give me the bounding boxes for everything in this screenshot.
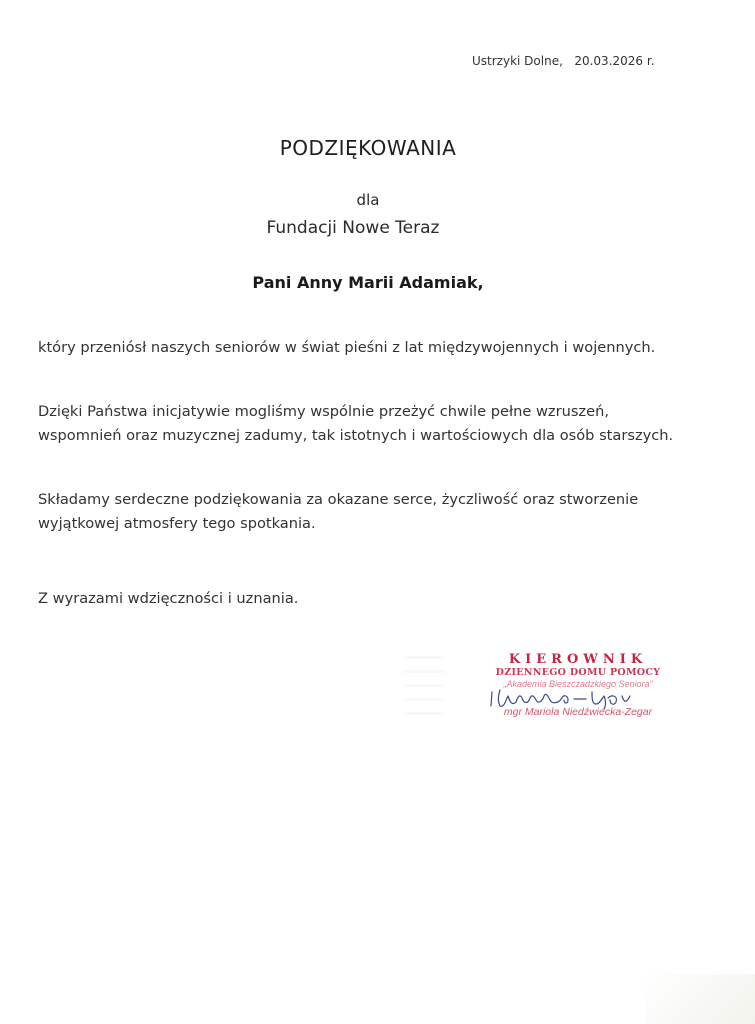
stamp-title: KIEROWNIK [508, 652, 648, 667]
for-label: dla [356, 191, 380, 209]
faint-bleed-through-mark [404, 656, 444, 726]
stamp-signatory-name: mgr Mariola Niedźwiecka-Zegar [503, 706, 653, 718]
signature-icon [478, 688, 678, 708]
recipient-organization: Fundacji Nowe Teraz [266, 218, 440, 238]
stamp-unit: DZIENNEGO DOMU POMOCY [495, 667, 661, 678]
scan-corner-shadow [645, 974, 755, 1024]
place-and-date: Ustrzyki Dolne, 20.03.2026 r. [472, 54, 655, 68]
stamp-organization: „Akademia Bieszczadzkiego Seniora” [503, 679, 653, 689]
document-title: PODZIĘKOWANIA [279, 136, 457, 160]
paragraph-1: który przeniósł naszych seniorów w świat pieśni z lat międzywojennych i wojennych. [38, 339, 656, 356]
closing-line: Z wyrazami wdzięczności i uznania. [38, 590, 299, 607]
paragraph-3: Składamy serdeczne podziękowania za okazane serce, życzliwość oraz stworzenie wyjątkowej atmosfery tego spotkania. [38, 491, 639, 532]
paragraph-2: Dzięki Państwa inicjatywie mogliśmy wspólnie przeżyć chwile pełne wzruszeń, wspomnień oraz muzycznej zadumy, tak istotnych i wartościowych dla osób starszych. [38, 403, 674, 444]
official-stamp [478, 653, 678, 718]
recipient-person: Pani Anny Marii Adamiak, [252, 273, 484, 292]
